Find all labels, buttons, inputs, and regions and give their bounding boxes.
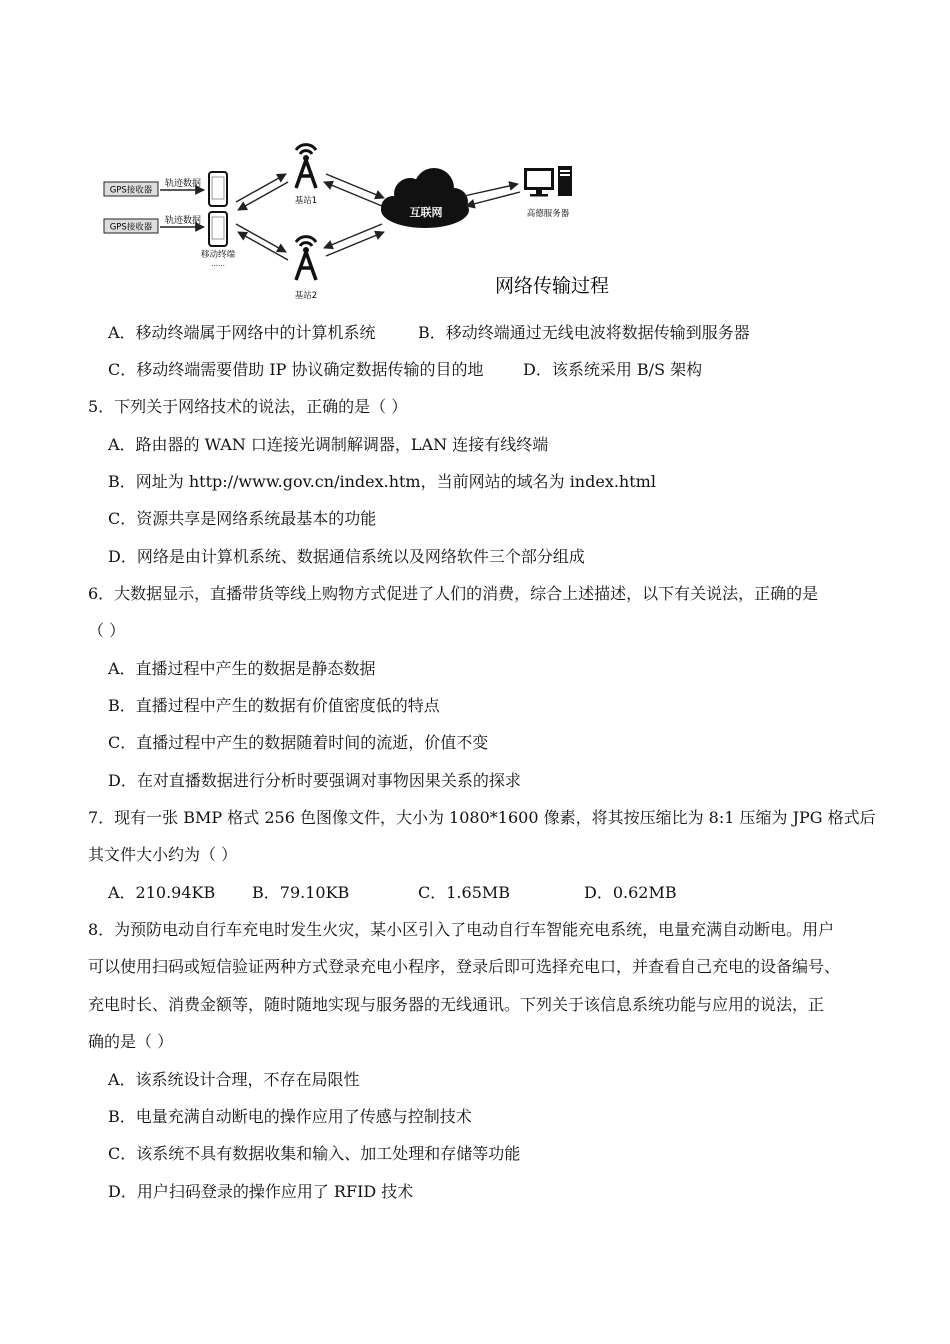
base-station-1-label: 基站1: [294, 196, 318, 206]
question-8-stem-line2: 可以使用扫码或短信验证两种方式登录充电小程序，登录后即可选择充电口，并查看自己充电的设备编号、: [88, 957, 841, 976]
q5-option-a: A．路由器的 WAN 口连接光调制解调器，LAN 连接有线终端: [108, 435, 549, 454]
base-station-icon-2: [296, 237, 316, 280]
q7-option-a: A．210.94KB: [108, 883, 216, 902]
q4-option-a: A．移动终端属于网络中的计算机系统: [108, 323, 376, 342]
svg-text:GPS接收器: GPS接收器: [109, 185, 153, 196]
q7-option-b: B．79.10KB: [252, 883, 350, 902]
q8-option-c: C．该系统不具有数据收集和输入、加工处理和存储等功能: [108, 1144, 521, 1163]
gps-receiver-1: [104, 182, 158, 196]
ellipsis-label: ……: [211, 260, 225, 268]
internet-cloud-icon: [381, 168, 469, 228]
question-8-stem: 8．为预防电动自行车充电时发生火灾，某小区引入了电动自行车智能充电系统，电量充满自动断电。用户: [88, 920, 835, 939]
q5-option-b: B．网址为 http://www.gov.cn/index.htm，当前网站的域名为 index.html: [108, 472, 656, 491]
network-transmission-diagram: [100, 128, 640, 306]
svg-text:GPS接收器: GPS接收器: [109, 222, 153, 233]
internet-label: 互联网: [409, 206, 443, 219]
q6-option-b: B．直播过程中产生的数据有价值密度低的特点: [108, 696, 440, 715]
base-station-2-label: 基站2: [294, 291, 318, 301]
q5-option-c: C．资源共享是网络系统最基本的功能: [108, 509, 377, 528]
q6-option-c: C．直播过程中产生的数据随着时间的流逝，价值不变: [108, 733, 489, 752]
mobile-phone-icon-2: [209, 212, 227, 246]
mobile-terminal-label: 移动终端: [200, 250, 236, 260]
mobile-phone-icon-1: [209, 172, 227, 206]
q7-option-c: C．1.65MB: [418, 883, 511, 902]
q6-option-d: D．在对直播数据进行分析时要强调对事物因果关系的探求: [108, 771, 521, 790]
question-6-stem-cont: （ ）: [88, 621, 126, 640]
q6-option-a: A．直播过程中产生的数据是静态数据: [108, 659, 376, 678]
track-data-label-1: 轨迹数据: [164, 179, 202, 189]
q8-option-b: B．电量充满自动断电的操作应用了传感与控制技术: [108, 1107, 472, 1126]
q4-option-c: C．移动终端需要借助 IP 协议确定数据传输的目的地: [108, 360, 484, 379]
q7-option-d: D．0.62MB: [584, 883, 677, 902]
server-label: 高德服务器: [526, 209, 570, 219]
gps-receiver-2: [104, 219, 158, 233]
question-8-stem-line3: 充电时长、消费金额等，随时随地实现与服务器的无线通讯。下列关于该信息系统功能与应用的说法，正: [88, 995, 825, 1014]
q5-option-d: D．网络是由计算机系统、数据通信系统以及网络软件三个部分组成: [108, 547, 585, 566]
q4-option-d: D．该系统采用 B/S 架构: [523, 360, 703, 379]
track-data-label-2: 轨迹数据: [164, 216, 202, 226]
question-5-stem: 5．下列关于网络技术的说法，正确的是（ ）: [88, 397, 408, 416]
server-computer-icon: [524, 166, 572, 197]
question-7-stem: 7．现有一张 BMP 格式 256 色图像文件，大小为 1080*1600 像素，将其按压缩比为 8:1 压缩为 JPG 格式后: [88, 808, 876, 827]
question-7-stem-cont: 其文件大小约为（ ）: [88, 845, 238, 864]
question-6-stem: 6．大数据显示，直播带货等线上购物方式促进了人们的消费，综合上述描述，以下有关说法，正确的是: [88, 584, 819, 603]
base-station-icon-1: [296, 145, 316, 188]
diagram-caption: 网络传输过程: [495, 275, 610, 297]
q8-option-d: D．用户扫码登录的操作应用了 RFID 技术: [108, 1182, 414, 1201]
q4-option-b: B．移动终端通过无线电波将数据传输到服务器: [418, 323, 750, 342]
question-8-stem-line4: 确的是（ ）: [88, 1032, 174, 1051]
q8-option-a: A．该系统设计合理，不存在局限性: [108, 1070, 360, 1089]
